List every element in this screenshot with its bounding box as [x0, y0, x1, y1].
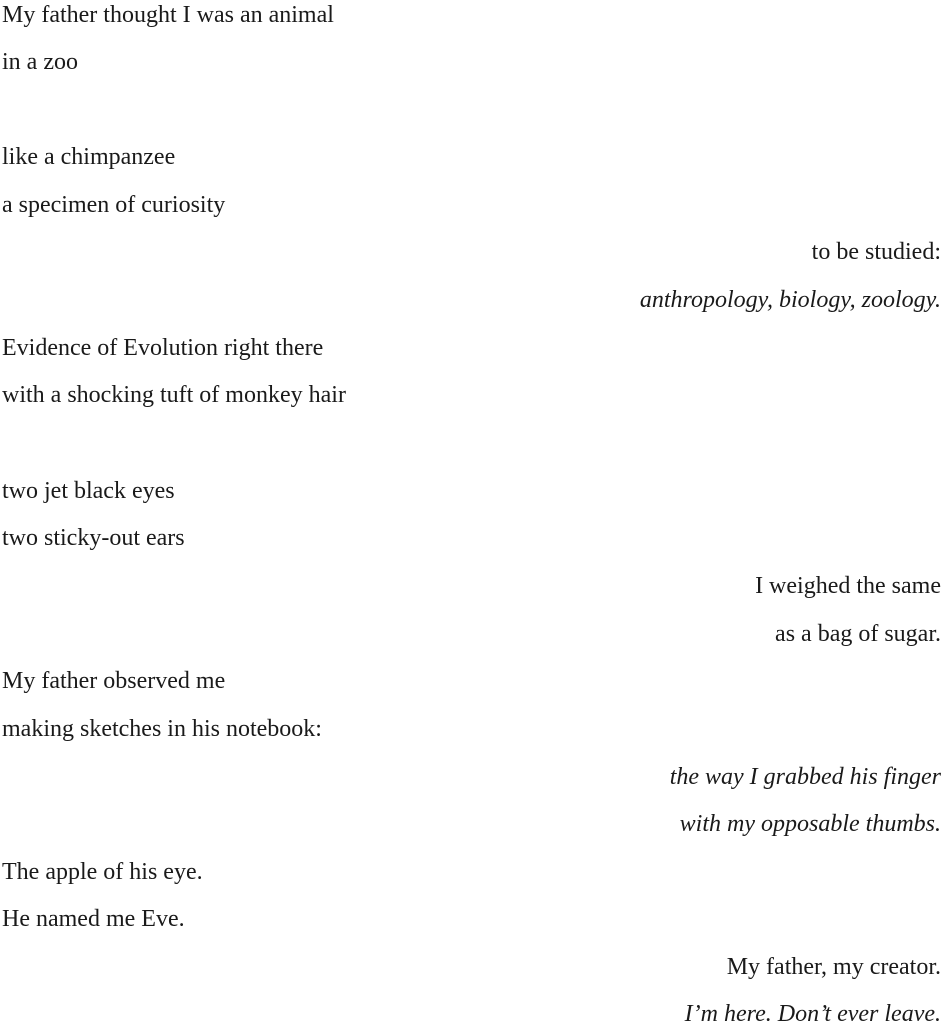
- poem-line-11: I weighed the same: [755, 573, 941, 599]
- poem-line-10: two sticky-out ears: [2, 525, 185, 551]
- poem-line-16: with my opposable thumbs.: [679, 811, 941, 837]
- poem-line-5: to be studied:: [811, 239, 941, 265]
- poem-line-18: He named me Eve.: [2, 906, 185, 932]
- poem-line-2: in a zoo: [2, 49, 78, 75]
- poem-line-7: Evidence of Evolution right there: [2, 335, 324, 361]
- poem-line-3: like a chimpanzee: [2, 144, 176, 170]
- poem-line-14: making sketches in his notebook:: [2, 716, 322, 742]
- poem-line-13: My father observed me: [2, 668, 226, 694]
- poem-line-4: a specimen of curiosity: [2, 192, 226, 218]
- poem-line-17: The apple of his eye.: [2, 859, 203, 885]
- poem-line-1: My father thought I was an animal: [2, 2, 334, 28]
- poem-line-19: My father, my creator.: [726, 954, 941, 980]
- poem-line-9: two jet black eyes: [2, 478, 175, 504]
- poem-line-6: anthropology, biology, zoology.: [639, 287, 941, 313]
- poem-line-8: with a shocking tuft of monkey hair: [2, 382, 346, 408]
- poem-line-12: as a bag of sugar.: [775, 621, 941, 647]
- poem-line-20: I’m here. Don’t ever leave.: [684, 1001, 941, 1027]
- poem-line-15: the way I grabbed his finger: [669, 764, 941, 790]
